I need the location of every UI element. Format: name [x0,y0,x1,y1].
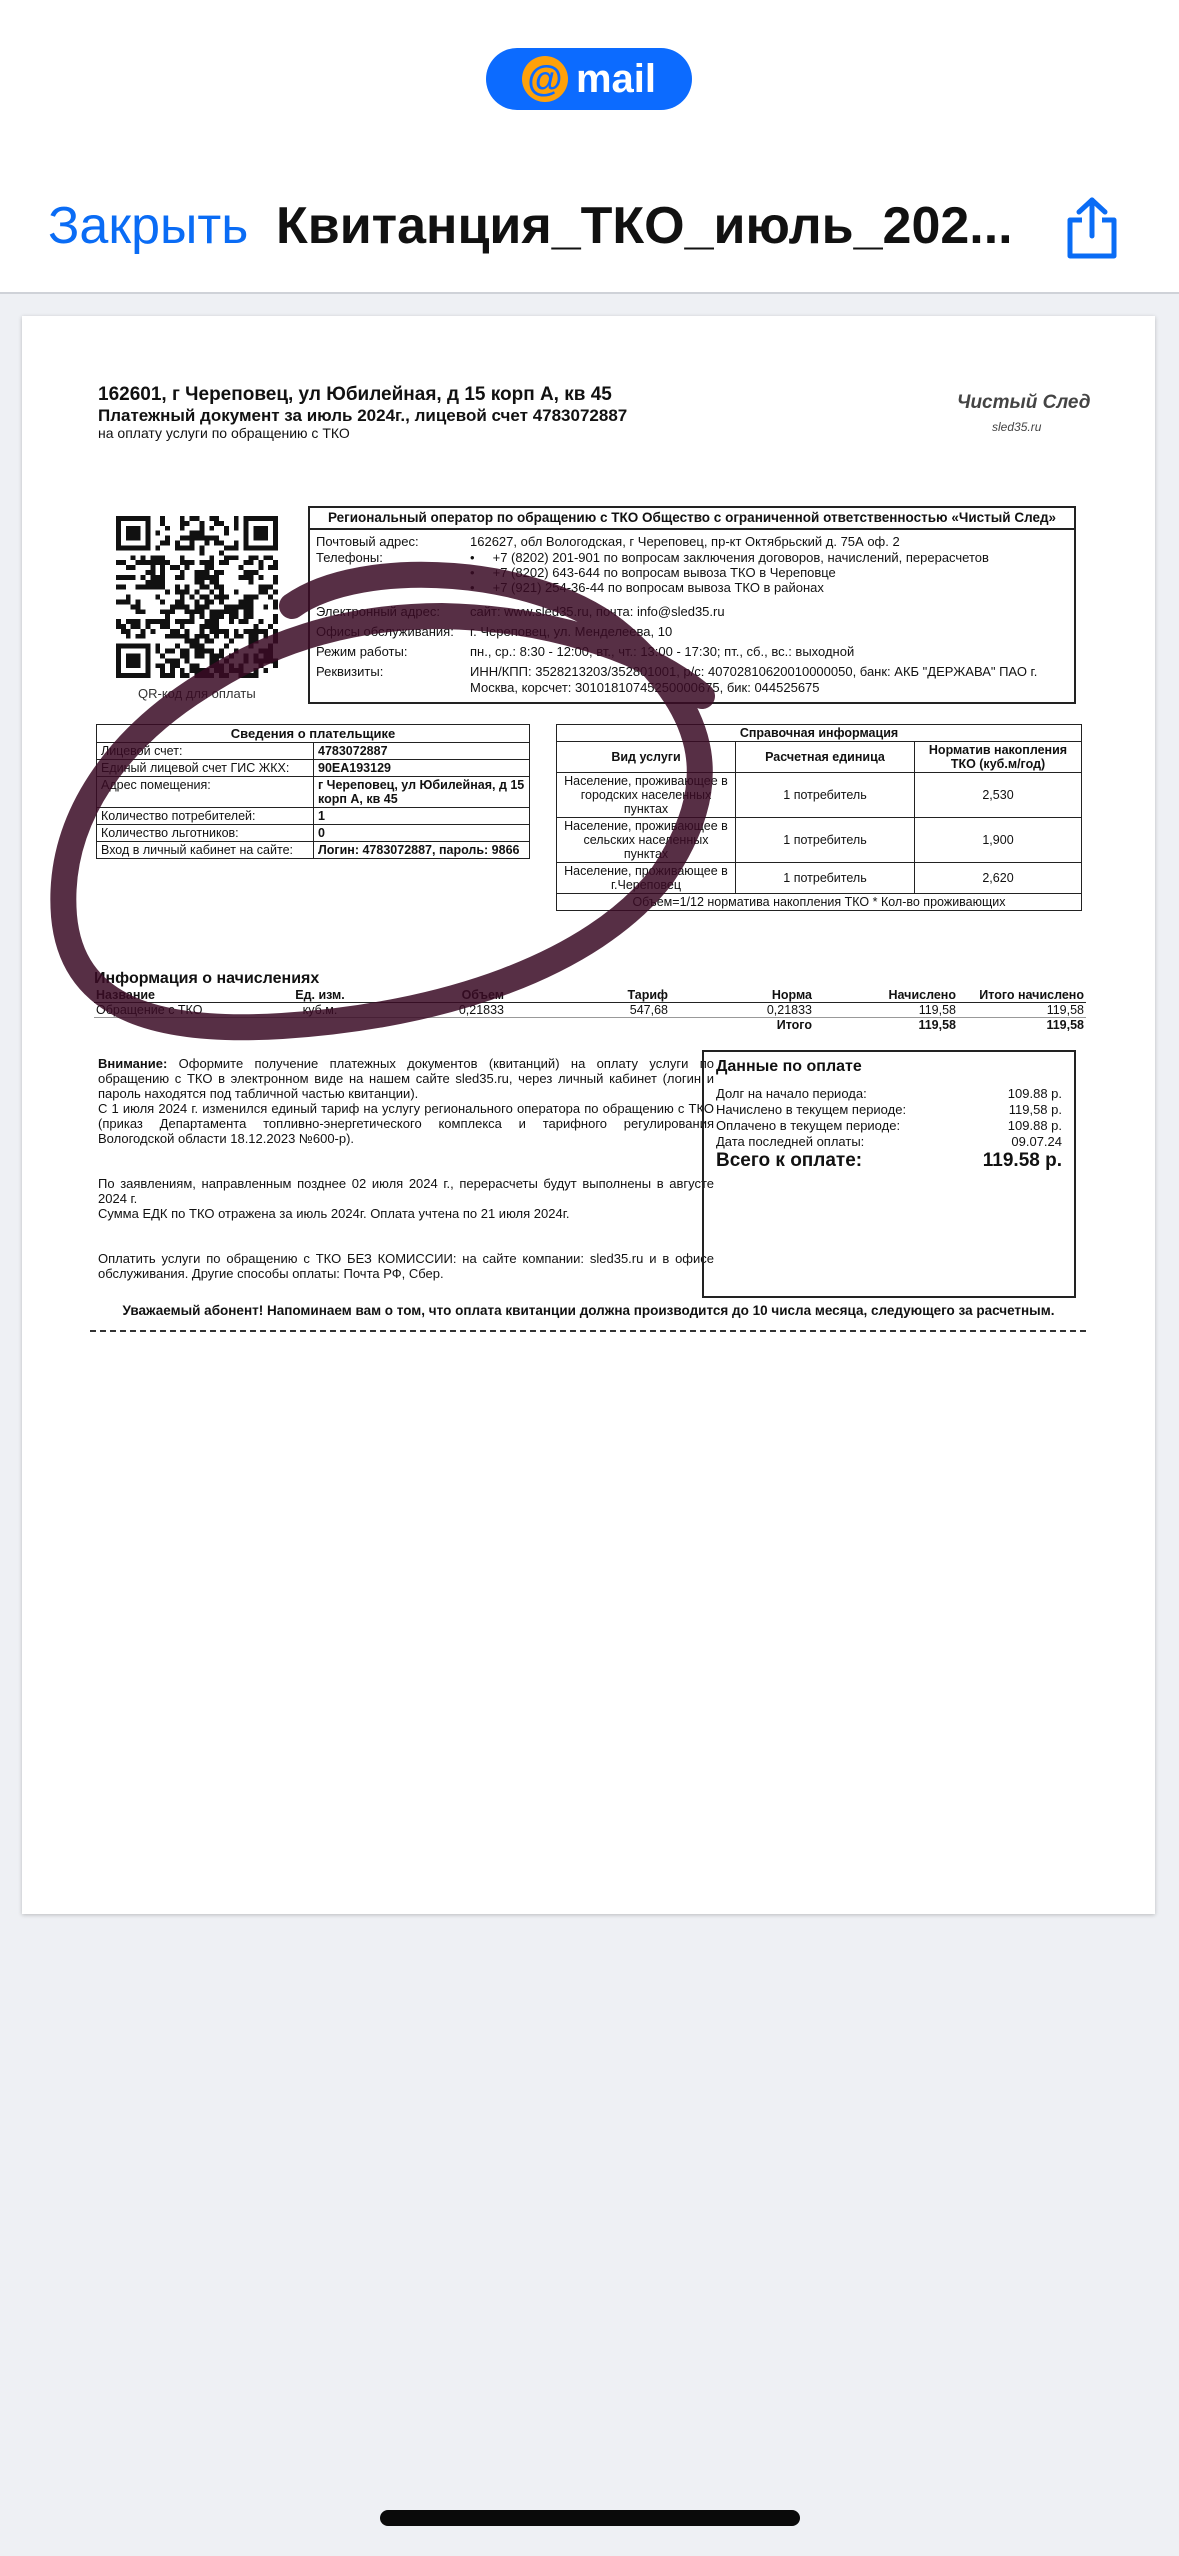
ref-formula: Объем=1/12 норматива накопления ТКО * Кол-во проживающих [557,894,1082,911]
charges-cell: куб.м. [268,1003,372,1018]
payment-total-row [716,1150,1062,1172]
charges-total-all: 119,58 [1046,1018,1084,1032]
ref-cell: 2,620 [915,863,1082,894]
charges-col-header: Тариф [506,988,670,1003]
ref-cell: 1 потребитель [736,818,915,863]
payer-value: Логин: 4783072887, пароль: 9866 [314,842,530,859]
operator-info-box [308,506,1076,704]
table-row [557,773,1082,818]
payment-value: 109.88 р. [1007,1086,1062,1101]
at-logo-icon: @ [522,56,568,102]
phone-text: +7 (8202) 643-644 по вопросам вывоза ТКО в Череповце [492,565,836,580]
payment-label: Оплачено в текущем периоде: [716,1118,901,1133]
payer-value: 90ЕА193129 [314,760,530,777]
attention-label: Внимание: [98,1056,168,1071]
notes-block [98,1056,714,1281]
charges-col-header: Ед. изм. [268,988,372,1003]
top-bar [0,0,1179,294]
charges-cell: 119,58 [958,1003,1086,1018]
payment-label: Начислено в текущем периоде: [716,1102,907,1117]
ref-cell: 1,900 [915,818,1082,863]
document-title: Квитанция_ТКО_июль_202... [276,197,1013,255]
offices-value: г. Череповец, ул. Менделеева, 10 [470,624,673,639]
ref-cell: Население, проживающее в сельских населенных пунктах [557,818,736,863]
ref-col-header: Норматив накопления ТКО (куб.м/год) [915,742,1082,773]
payment-box [702,1050,1076,1298]
brand-site: sled35.ru [992,420,1042,434]
payment-row [716,1102,1062,1117]
share-icon[interactable] [1062,196,1122,260]
payer-value: 0 [314,825,530,842]
charges-cell: 547,68 [506,1003,670,1018]
phone-line: • +7 (921) 254-36-44 по вопросам вывоза ТКО в районах [470,580,824,595]
table-row [94,1018,1086,1033]
mail-logo-text: mail [575,56,657,101]
charges-cell: Обращение с ТКО [94,1003,268,1018]
payer-label: Вход в личный кабинет на сайте: [97,842,314,859]
email-label: Электронный адрес: [316,604,440,619]
charges-col-header: Итого начислено [958,988,1086,1003]
payer-label: Количество потребителей: [97,808,314,825]
payment-row [716,1086,1062,1101]
hours-value: пн., ср.: 8:30 - 12:00, вт., чт.: 13:00 - 17:30; пт., сб., вс.: выходной [470,644,855,659]
table-row [94,1003,1086,1018]
reference-heading: Справочная информация [557,725,1082,742]
note-text: Оформите получение платежных документов (квитанций) на оплату услуги по обращению с ТКО в электронном виде на нашем сайте sled35.ru, через личный кабинет (логин и пароль находятся под табличной частью квитанции). [98,1056,714,1101]
charges-col-header: Начислено [814,988,958,1003]
charges-col-header: Название [94,988,268,1003]
close-button[interactable]: Закрыть [48,197,249,255]
table-row [557,818,1082,863]
charges-cell: 119,58 [814,1003,958,1018]
phone-line: • +7 (8202) 201-901 по вопросам заключения договоров, начислений, перерасчетов [470,550,989,565]
operator-heading: Региональный оператор по обращению с ТКО Общество с ограниченной ответственностью «Чистый След» [310,508,1074,530]
home-indicator[interactable] [380,2510,800,2526]
document-subheading: на оплату услуги по обращению с ТКО [98,425,350,441]
payment-row [716,1134,1062,1149]
requisites-value: Москва, корсчет: 30101810745250000675, бик: 044525675 [470,680,820,695]
charges-total-charged: 119,58 [918,1018,956,1032]
email-value: сайт: www.sled35.ru, почта: info@sled35.ru [470,604,725,619]
postal-value: 162627, обл Вологодская, г Череповец, пр-кт Октябрьский д. 75А оф. 2 [470,534,900,549]
charges-cell: 0,21833 [670,1003,814,1018]
ref-cell: Население, проживающее в г.Череповец [557,863,736,894]
cut-line [90,1330,1086,1332]
table-row [97,743,530,760]
payer-label: Количество льготников: [97,825,314,842]
payment-label: Долг на начало периода: [716,1086,867,1101]
charges-cell: 0,21833 [372,1003,506,1018]
ref-cell: 2,530 [915,773,1082,818]
charges-total-label: Итого [776,1018,812,1032]
ref-cell: Население, проживающее в городских населенных пунктах [557,773,736,818]
note-paragraph: По заявлениям, направленным позднее 02 июля 2024 г., перерасчеты будут выполнены в августе 2024 г. [98,1176,714,1206]
payer-value: 4783072887 [314,743,530,760]
table-row [97,777,530,808]
phones-label: Телефоны: [316,550,383,565]
phone-text: +7 (8202) 201-901 по вопросам заключения договоров, начислений, перерасчетов [492,550,989,565]
payment-value: 09.07.24 [1011,1134,1062,1149]
payment-total-value: 119.58 р. [982,1150,1062,1171]
ref-cell: 1 потребитель [736,863,915,894]
ref-col-header: Расчетная единица [736,742,915,773]
ref-col-header: Вид услуги [557,742,736,773]
payer-label: Адрес помещения: [97,777,314,808]
payment-value: 109.88 р. [1007,1118,1062,1133]
payment-total-label: Всего к оплате: [716,1150,863,1171]
table-row [97,842,530,859]
charges-col-header: Объем [372,988,506,1003]
table-row [97,760,530,777]
payment-heading: Данные по оплате [716,1058,862,1075]
qr-code [116,516,278,678]
note-paragraph: Сумма ЕДК по ТКО отражена за июль 2024г. Оплата учтена по 21 июля 2024г. [98,1206,570,1221]
payment-reminder: Уважаемый абонент! Напоминаем вам о том, что оплата квитанции должна производится до 10 числа месяца, следующего за расчетным. [122,1303,1055,1318]
requisites-label: Реквизиты: [316,664,384,679]
payer-value: г Череповец, ул Юбилейная, д 15 корп А, кв 45 [314,777,530,808]
charges-title: Информация о начислениях [94,970,320,987]
payer-heading: Сведения о плательщике [97,725,530,743]
note-paragraph: Оплатить услуги по обращению с ТКО БЕЗ КОМИССИИ: на сайте компании: sled35.ru и в офисе обслуживания. Другие способы оплаты: Почта РФ, Сбер. [98,1251,714,1281]
payer-table [96,724,530,859]
charges-table [94,988,1086,1032]
hours-label: Режим работы: [316,644,408,659]
payment-label: Дата последней оплаты: [716,1134,865,1149]
table-row [97,825,530,842]
note-paragraph: С 1 июля 2024 г. изменился единый тариф на услугу регионального оператора по обращению с ТКО (приказ Департамента топливно-энергетического комплекса и тарифного регулирования Вологодской области 18.12.2023 №600-р). [98,1101,714,1146]
requisites-value: ИНН/КПП: 3528213203/352801001, р/с: 40702810620010000050, банк: АКБ "ДЕРЖАВА" ПАО г. [470,664,1038,679]
table-row [97,808,530,825]
document-heading: Платежный документ за июль 2024г., лицевой счет 4783072887 [98,406,628,425]
payer-label: Единый лицевой счет ГИС ЖКХ: [97,760,314,777]
ref-cell: 1 потребитель [736,773,915,818]
payer-value: 1 [314,808,530,825]
payment-value: 119,58 р. [1008,1102,1062,1117]
payer-address: 162601, г Череповец, ул Юбилейная, д 15 корп А, кв 45 [98,384,612,405]
charges-col-header: Норма [670,988,814,1003]
document-page[interactable] [22,316,1155,1914]
table-row [557,863,1082,894]
postal-label: Почтовый адрес: [316,534,419,549]
brand-logo: Чистый След [957,392,1091,413]
payer-label: Лицевой счет: [97,743,314,760]
reference-table [556,724,1082,911]
payment-row [716,1118,1062,1133]
offices-label: Офисы обслуживания: [316,624,454,639]
qr-label: QR-код для оплаты [138,686,256,701]
phone-line: • +7 (8202) 643-644 по вопросам вывоза ТКО в Череповце [470,565,836,580]
phone-text: +7 (921) 254-36-44 по вопросам вывоза ТКО в районах [492,580,824,595]
mail-logo [486,48,692,110]
note-paragraph [98,1056,714,1101]
